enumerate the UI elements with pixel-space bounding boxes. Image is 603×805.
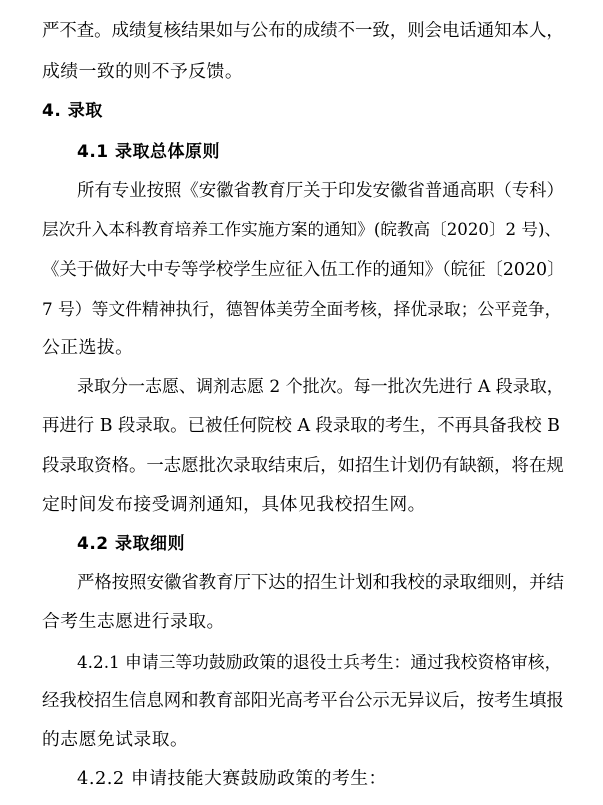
paragraph-line: 再进行 B 段录取。已被任何院校 A 段录取的考生，不再具备我校 B <box>42 416 560 436</box>
paragraph-line: 段录取资格。一志愿批次录取结束后，如招生计划仍有缺额，将在规 <box>42 456 564 476</box>
paragraph-line: 合考生志愿进行录取。 <box>42 611 225 632</box>
paragraph-line: 4.2.1 申请三等功鼓励政策的退役士兵考生：通过我校资格审核， <box>77 652 562 672</box>
paragraph-line: 《关于做好大中专等学校学生应征入伍工作的通知》（皖征〔2020〕 <box>42 260 565 280</box>
paragraph-line: 公正选拔。 <box>42 337 134 358</box>
paragraph-line: 的志愿免试录取。 <box>42 729 189 750</box>
paragraph-line: 严不查。成绩复核结果如与公布的成绩不一致，则会电话通知本人， <box>42 21 564 41</box>
paragraph-line: 7 号）等文件精神执行，德智体美劳全面考核，择优录取；公平竞争， <box>42 299 562 319</box>
subsection-heading: 4.1 录取总体原则 <box>77 142 221 162</box>
subsection-heading: 4.2 录取细则 <box>77 534 186 554</box>
paragraph-line: 所有专业按照《安徽省教育厅关于印发安徽省普通高职（专科） <box>77 181 564 201</box>
paragraph-line: 定时间发布接受调剂通知，具体见我校招生网。 <box>42 494 426 515</box>
paragraph-line: 严格按照安徽省教育厅下达的招生计划和我校的录取细则，并结 <box>77 573 564 593</box>
paragraph-line: 4.2.2 申请技能大赛鼓励政策的考生： <box>77 768 387 789</box>
section-heading: 4. 录取 <box>42 101 103 121</box>
paragraph-line: 成绩一致的则不予反馈。 <box>42 61 244 82</box>
paragraph-line: 经我校招生信息网和教育部阳光高考平台公示无异议后，按考生填报 <box>42 691 564 711</box>
paragraph-line: 层次升入本科教育培养工作实施方案的通知》(皖教高〔2020〕2 号)、 <box>42 220 562 239</box>
paragraph-line: 录取分一志愿、调剂志愿 2 个批次。每一批次先进行 A 段录取， <box>77 377 564 397</box>
